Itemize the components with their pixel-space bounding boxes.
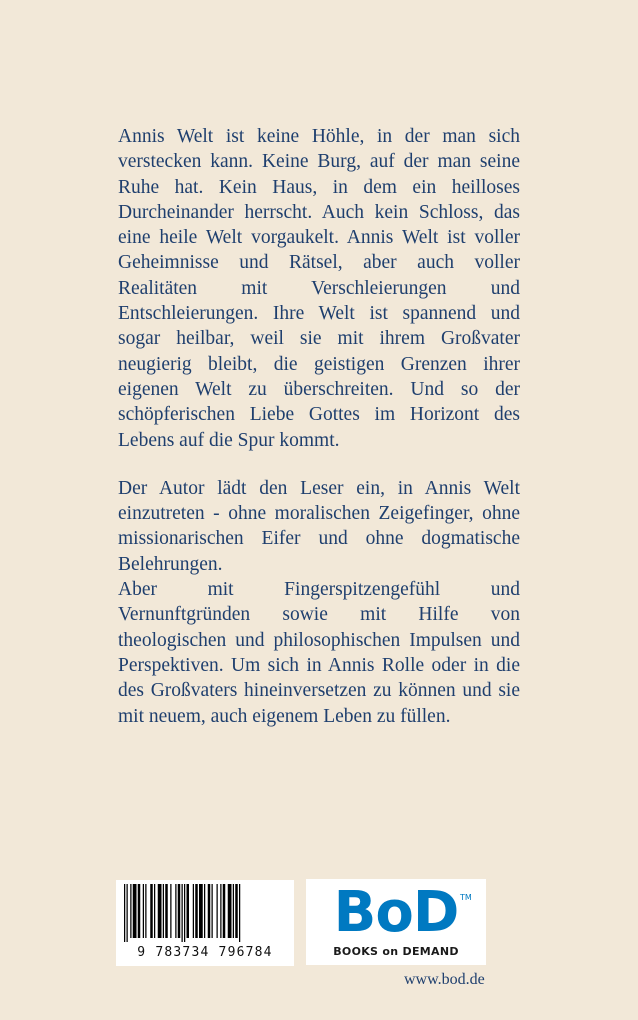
isbn-number: 9 783734 796784 [137,945,273,960]
barcode-bar [212,884,213,938]
barcode-bar [127,884,128,942]
text-line: Belehrungen. [118,553,223,575]
barcode-bar [143,884,144,938]
text-line: verstecken kann. Keine Burg, auf der man seine [118,151,520,173]
barcode-bar [133,884,137,938]
barcode-bar [158,884,162,938]
text-line: des Großvaters hineinversetzen zu können und sie [118,680,520,702]
text-line: Aber mit Fingerspitzengefühl und [118,579,520,601]
text-line: schöpferischen Liebe Gottes im Horizont des [118,404,520,426]
barcode-bar [223,884,226,938]
text-line: Durcheinander herrscht. Auch kein Schloss, das [118,201,520,223]
barcode-bar [187,884,190,938]
barcode-bar [130,884,131,938]
barcode-bar [170,884,171,938]
barcode-bar [199,884,203,938]
trademark-mark: TM [460,893,472,902]
barcode-bar [145,884,146,938]
blurb-paragraph-3 [118,577,520,729]
barcode-bar [182,884,183,942]
blurb-paragraph-1 [118,124,520,453]
barcode-bar [195,884,198,938]
publisher-logo [306,879,486,965]
text-line: eine heile Welt vorgaukelt. Annis Welt ist voller [118,227,520,249]
barcode-bars [122,884,288,942]
barcode-bar [233,884,234,938]
barcode-bar [235,884,238,938]
barcode-bar [165,884,168,938]
text-line: Perspektiven. Um sich in Annis Rolle oder in die [118,654,520,676]
barcode-bar [217,884,218,938]
text-line: missionarischen Eifer und ohne dogmatische [118,528,520,550]
barcode-bar [154,884,155,938]
barcode-bar [163,884,164,938]
paragraph-gap [118,453,520,476]
text-line: Annis Welt ist keine Höhle, in der man sich [118,126,520,147]
barcode-bar [184,884,185,942]
barcode-bar [178,884,181,938]
text-line: Entschleierungen. Ihre Welt ist spannend und [118,303,520,325]
text-line: sogar heilbar, weil sie mit ihrem Großvater [118,328,520,350]
text-line: einzutreten - ohne moralischen Zeigefinger, ohne [118,503,520,525]
back-cover-blurb [118,124,520,729]
publisher-tagline: BOOKS on DEMAND [333,945,459,958]
text-line: Vernunftgründen sowie mit Hilfe von [118,604,520,626]
barcode-bar [208,884,211,938]
blurb-paragraph-2 [118,476,520,577]
text-line: Realitäten mit Verschleierungen und [118,277,520,299]
barcode-bar [124,884,125,942]
barcode-bar [220,884,221,938]
barcode-bar [150,884,153,938]
barcode-bar [239,884,240,942]
bod-logo-text: BoD [333,880,459,945]
text-line: neugierig bleibt, die geistigen Grenzen ihrer [118,353,520,375]
text-line: Geheimnisse und Rätsel, aber auch voller [118,252,520,274]
text-line: Lebens auf die Spur kommt. [118,429,340,451]
barcode-bar [138,884,141,938]
isbn-barcode [116,880,294,966]
barcode-bar [228,884,232,938]
barcode-bar [175,884,176,938]
barcode-bar [193,884,194,938]
text-line: Ruhe hat. Kein Haus, in dem ein heilloses [118,176,520,198]
publisher-url: www.bod.de [404,971,485,988]
text-line: Der Autor lädt den Leser ein, in Annis Welt [118,477,520,499]
barcode-bar [204,884,205,938]
text-line: mit neuem, auch eigenem Leben zu füllen. [118,705,451,727]
text-line: eigenen Welt zu überschreiten. Und so der [118,378,520,400]
text-line: theologischen und philosophischen Impulsen und [118,629,520,651]
